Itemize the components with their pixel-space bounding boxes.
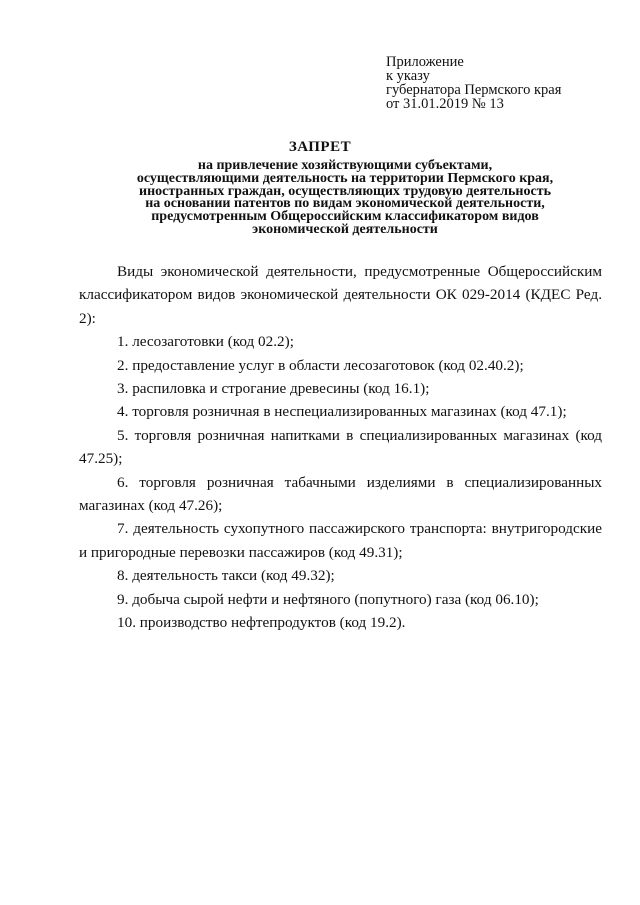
list-item: 5. торговля розничная напитками в специализированных магазинах (код 47.25);	[79, 426, 602, 468]
list-item: 8. деятельность такси (код 49.32);	[117, 567, 335, 585]
document-body	[79, 260, 602, 635]
subtitle-line: на привлечение хозяйствующими субъектами,	[197, 158, 493, 173]
list-item: 3. распиловка и строгание древесины (код 16.1);	[117, 380, 430, 398]
appendix-line: к указу	[386, 68, 430, 84]
intro-paragraph: Виды экономической деятельности, предусмотренные Общероссийским классификатором видов экономической деятельности ОК 029-2014 (КДЕС Ред. 2):	[79, 263, 602, 327]
list-item: 9. добыча сырой нефти и нефтяного (попутного) газа (код 06.10);	[117, 590, 539, 608]
appendix-header	[386, 55, 561, 111]
subtitle-line: экономической деятельности	[252, 221, 438, 237]
subtitle-line: осуществляющими деятельность на территории Пермского края,	[136, 170, 554, 186]
subtitle-line: иностранных граждан, осуществляющих трудовую деятельность	[139, 183, 551, 199]
list-item: 7. деятельность сухопутного пассажирского транспорта: внутригородские и пригородные перевозки пассажиров (код 49.31);	[79, 520, 602, 561]
list-item: 6. торговля розничная табачными изделиями в специализированных магазинах (код 47.26);	[79, 473, 602, 515]
list-item: 4. торговля розничная в неспециализированных магазинах (код 47.1);	[117, 403, 567, 421]
document-title: ЗАПРЕТ	[288, 139, 352, 155]
appendix-line: от 31.01.2019 № 13	[386, 96, 504, 112]
list-item: 10. производство нефтепродуктов (код 19.2).	[117, 614, 406, 632]
document-subtitle	[80, 160, 610, 237]
appendix-line: губернатора Пермского края	[386, 82, 562, 98]
subtitle-line: на основании патентов по видам экономической деятельности,	[145, 196, 545, 212]
list-item: 1. лесозаготовки (код 02.2);	[117, 333, 294, 351]
appendix-line: Приложение	[386, 54, 464, 70]
list-item: 2. предоставление услуг в области лесозаготовок (код 02.40.2);	[117, 356, 524, 374]
subtitle-line: предусмотренным Общероссийским классификатором видов	[151, 209, 539, 225]
